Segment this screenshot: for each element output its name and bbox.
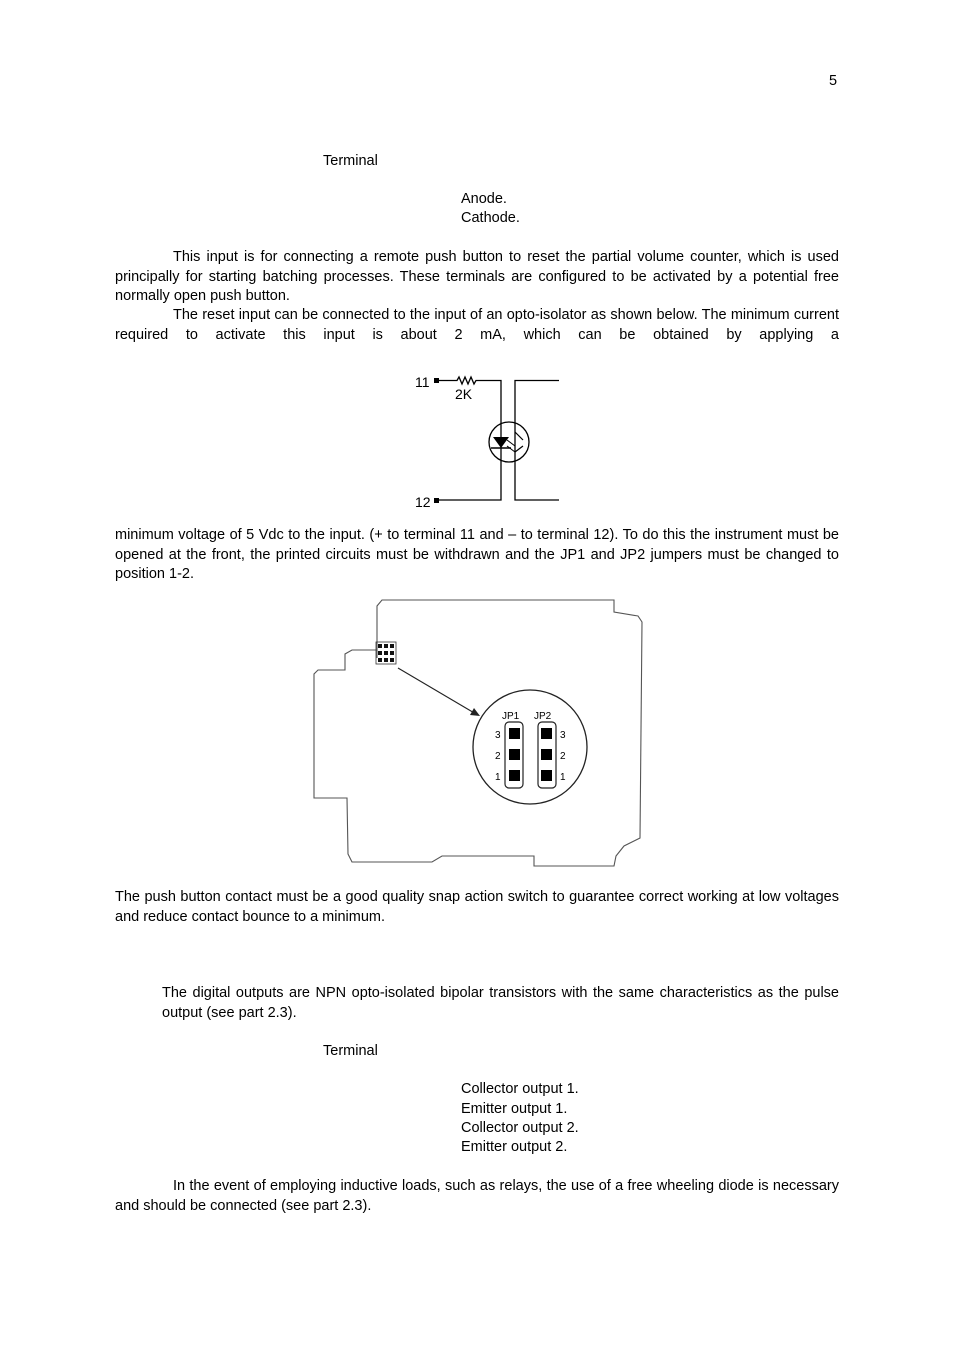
- jp2-pin-2: 2: [560, 751, 566, 762]
- paragraph-opto-isolator: The reset input can be connected to the input of an opto-isolator as shown below. The minimum current required to activate this input is about 2 mA, which can be obtained by applying a: [115, 307, 839, 343]
- jp1-pin-2: 2: [495, 751, 501, 762]
- paragraph-reset-input: This input is for connecting a remote push button to reset the partial volume counter, which is used principally for starting batching processes. These terminals are configured to be activated by a potential free normally open push button.: [115, 249, 839, 304]
- terminal-heading: Terminal: [323, 153, 378, 169]
- page-number: 5: [829, 73, 838, 89]
- paragraph-inductive-loads: In the event of employing inductive loads, such as relays, the use of a free wheeling diode is necessary and should be connected (see part 2.3).: [115, 1178, 839, 1214]
- jp2-label: JP2: [534, 711, 552, 722]
- jumper-board-diagram: [312, 598, 647, 870]
- paragraph-min-voltage: minimum voltage of 5 Vdc to the input. (+ to terminal 11 and – to terminal 12). To do this the instrument must be opened at the front, the printed circuits must be withdrawn and the JP1 and JP2 jumpers must be changed to position 1-2.: [115, 527, 839, 582]
- terminal-11-label: 11: [415, 374, 430, 390]
- terminal-cathode: Cathode.: [461, 210, 520, 226]
- terminal-heading-2: Terminal: [323, 1043, 378, 1059]
- terminal-12-label: 12: [415, 494, 431, 510]
- terminal-collector-1: Collector output 1.: [461, 1081, 579, 1097]
- opto-isolator-circuit: [405, 368, 570, 508]
- terminal-anode: Anode.: [461, 191, 507, 207]
- jp1-label: JP1: [502, 711, 520, 722]
- jp1-pin-3: 3: [495, 730, 501, 741]
- terminal-emitter-1: Emitter output 1.: [461, 1101, 568, 1117]
- jp1-pin-1: 1: [495, 772, 501, 783]
- jp2-pin-1: 1: [560, 772, 566, 783]
- jp2-pin-3: 3: [560, 730, 566, 741]
- paragraph-digital-outputs: The digital outputs are NPN opto-isolated bipolar transistors with the same characteristics as the pulse output (see part 2.3).: [162, 985, 839, 1021]
- terminal-emitter-2: Emitter output 2.: [461, 1139, 568, 1155]
- resistor-label: 2K: [455, 386, 473, 402]
- jumper-detail-circle: [473, 690, 587, 804]
- terminal-collector-2: Collector output 2.: [461, 1120, 579, 1136]
- paragraph-push-button: The push button contact must be a good quality snap action switch to guarantee correct working at low voltages and reduce contact bounce to a minimum.: [115, 889, 839, 925]
